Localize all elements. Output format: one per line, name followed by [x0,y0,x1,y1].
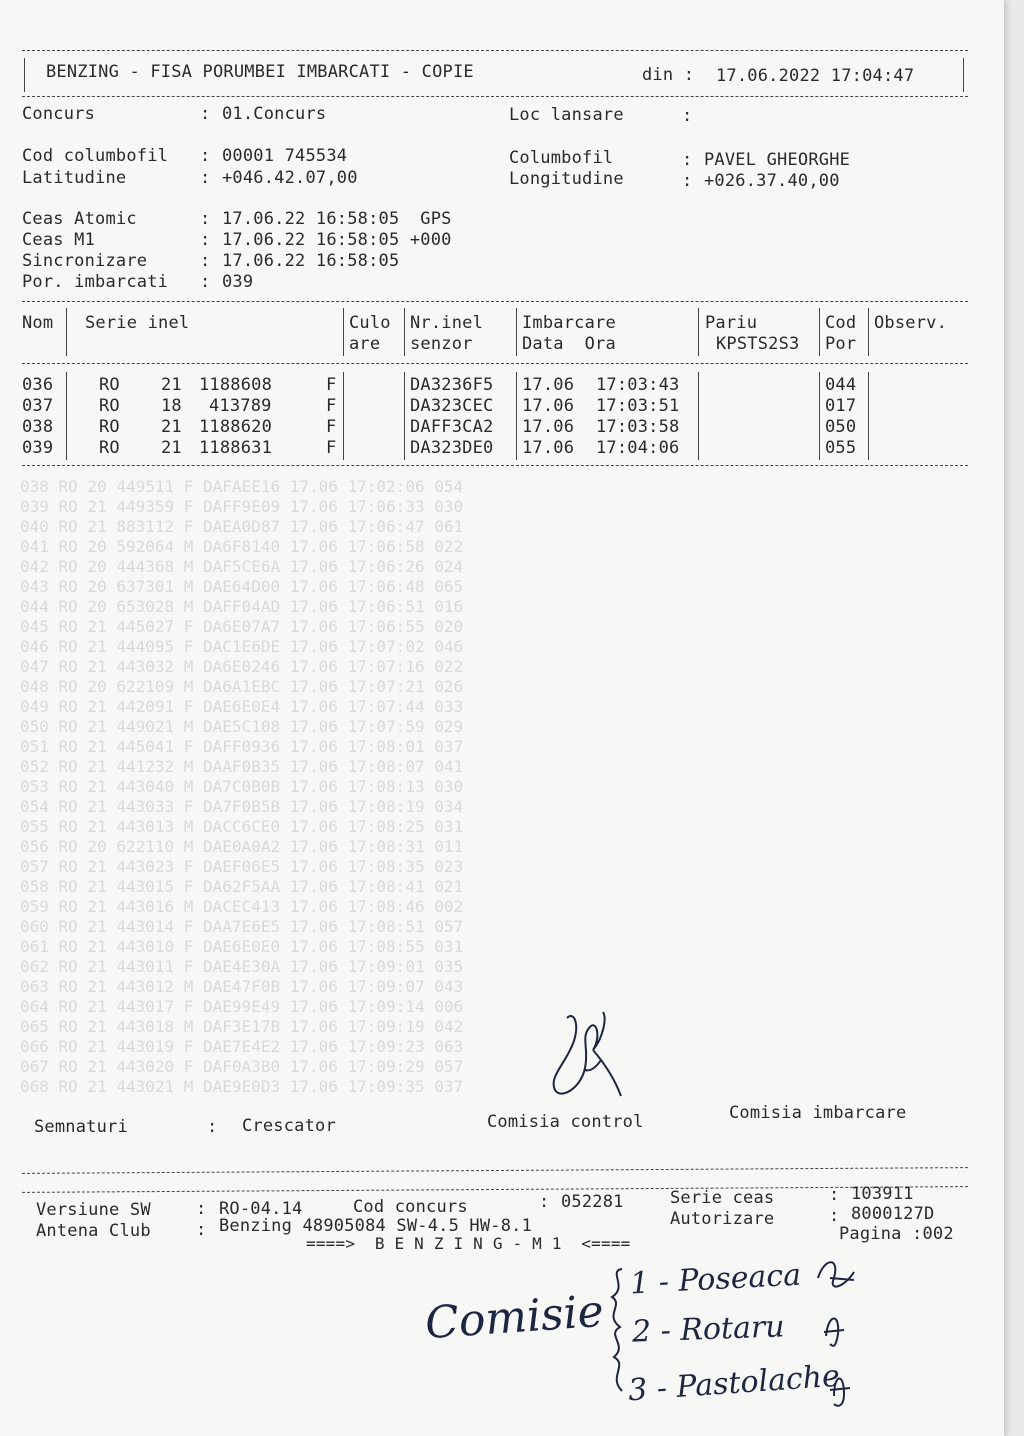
ceas-atomic-colon: : [200,209,211,229]
svg-text:056 RO 20 622110 M DAE0: 056 RO 20 622110 M DAE0A0A2 17.06 17:08:31 011 [20,837,464,856]
cell-tara: RO [99,375,120,395]
col-header-cod: Cod [825,313,857,333]
row-sep-5 [698,372,699,460]
cell-tara: RO [99,396,120,416]
table-top-rule [22,301,968,302]
concurs-label: Concurs [22,104,96,124]
col-subheader-pariu: KPSTS2S3 [716,334,800,354]
initials-scribbles [810,1248,870,1408]
col-sep-5 [698,308,699,356]
svg-text:058 RO 21 443015 F DA62: 058 RO 21 443015 F DA62F5AA 17.06 17:08:41 021 [20,877,464,896]
svg-text:051 RO 21 445041 F DAFF: 051 RO 21 445041 F DAFF0936 17.06 17:08:01 037 [20,737,464,756]
row-sep-1 [66,372,67,460]
handwritten-name-3: 3 - Pastolache [627,1358,841,1409]
row-sep-4 [516,372,517,460]
latitudine-value: +046.42.07,00 [222,168,358,188]
cell-data: 17.06 [522,438,575,458]
serie-ceas-label: Serie ceas [670,1188,775,1208]
por-imbarcati-colon: : [200,272,211,292]
cod-columbofil-value: 00001 745534 [222,146,348,166]
handwritten-name-1: 1 - Poseaca [629,1257,802,1302]
svg-text:049 RO 21 442091 F DAE6: 049 RO 21 442091 F DAE6E0E4 17.06 17:07:44 033 [20,697,464,716]
svg-text:052 RO 21 441232 M DAAF: 052 RO 21 441232 M DAAF0B35 17.06 17:08:07 041 [20,757,464,776]
col-header-nr-inel: Nr.inel [410,313,484,333]
col-header-observ: Observ. [874,313,948,333]
cell-senzor: DA3236F5 [410,375,494,395]
ceas-m1-value: 17.06.22 16:58:05 +000 [222,230,452,250]
svg-text:062 RO 21 443011 F DAE4: 062 RO 21 443011 F DAE4E30A 17.06 17:09:01 035 [20,957,464,976]
sincronizare-label: Sincronizare [22,251,148,271]
cell-sex: F [326,375,337,395]
col-subheader-data-ora: Data Ora [522,334,616,354]
benzing-banner: ====> B E N Z I N G - M 1 <==== [306,1234,631,1253]
svg-text:064 RO 21 443017 F DAE9: 064 RO 21 443017 F DAE99E49 17.06 17:09:14 006 [20,997,464,1016]
comisia-imbarcare-label: Comisia imbarcare [729,1103,907,1123]
table-header-rule [22,363,968,364]
columbofil-colon: : [682,150,693,170]
cell-senzor: DAFF3CA2 [410,417,494,437]
columbofil-label: Columbofil [509,148,614,168]
handwritten-name-2: 2 - Rotaru [631,1309,786,1350]
row-sep-6 [819,372,820,460]
header-left-edge [24,58,25,92]
serie-ceas-colon: : [829,1185,840,1205]
cell-ora: 17:04:06 [596,438,680,458]
cell-an: 21 [161,417,182,437]
col-header-pariu: Pariu [705,313,758,333]
antena-colon: : [196,1220,207,1240]
footer-rule-top [22,1167,968,1174]
versiune-colon: : [196,1199,207,1219]
concurs-value: 01.Concurs [222,104,327,124]
date-value: 17.06.2022 17:04:47 [716,66,915,86]
svg-text:045 RO 21 445027 F DA6E: 045 RO 21 445027 F DA6E07A7 17.06 17:06:55 020 [20,617,464,636]
semnaturi-label: Semnaturi [34,1117,128,1137]
table-bottom-rule [22,465,968,466]
serie-ceas-value: 103911 [851,1184,914,1204]
svg-text:040 RO 21 883112 F DAEA: 040 RO 21 883112 F DAEA0D87 17.06 17:06:47 061 [20,517,464,536]
date-label: din : [642,65,695,85]
cell-cod: 044 [825,375,857,395]
crescator-label: Crescator [242,1116,336,1136]
loc-lansare-colon: : [682,106,693,126]
longitudine-value: +026.37.40,00 [704,171,840,191]
col-sep-3 [404,308,405,356]
cell-ora: 17:03:43 [596,375,680,395]
versiune-value: RO-04.14 [219,1199,303,1219]
svg-text:067 RO 21 443020 F DAF0: 067 RO 21 443020 F DAF0A3B0 17.06 17:09:29 057 [20,1057,464,1076]
por-imbarcati-value: 039 [222,272,254,292]
col-subheader-culoare: are [349,334,381,354]
autorizare-colon: : [829,1206,840,1226]
cell-data: 17.06 [522,396,575,416]
loc-lansare-label: Loc lansare [509,105,624,125]
svg-text:046 RO 21 444095 F DAC1: 046 RO 21 444095 F DAC1E6DE 17.06 17:07:02 046 [20,637,464,656]
svg-text:063 RO 21 443012 M DAE4: 063 RO 21 443012 M DAE47F0B 17.06 17:09:07 043 [20,977,464,996]
longitudine-colon: : [682,171,693,191]
cell-tara: RO [99,438,120,458]
svg-text:061 RO 21 443010 F DAE6: 061 RO 21 443010 F DAE6E0E0 17.06 17:08:55 031 [20,937,464,956]
svg-text:057 RO 21 443023 F DAEF: 057 RO 21 443023 F DAEF06E5 17.06 17:08:35 023 [20,857,464,876]
svg-text:047 RO 21 443032 M DA6E: 047 RO 21 443032 M DA6E0246 17.06 17:07:16 022 [20,657,464,676]
col-header-serie: Serie inel [85,313,190,333]
footer-rule-bottom [22,1186,968,1193]
cell-ora: 17:03:58 [596,417,680,437]
svg-text:041 RO 20 592064 M DA6F: 041 RO 20 592064 M DA6F8140 17.06 17:06:58 022 [20,537,464,556]
cell-inel: 1188608 [199,375,273,395]
cell-data: 17.06 [522,417,575,437]
handwritten-comisie: Comisie [423,1285,606,1350]
svg-text:039 RO 21 449359 F DAFF: 039 RO 21 449359 F DAFF9E09 17.06 17:06:33 030 [20,497,464,516]
cod-concurs-colon: : [539,1192,550,1212]
concurs-colon: : [200,104,211,124]
sincronizare-colon: : [200,251,211,271]
col-subheader-senzor: senzor [410,334,473,354]
col-sep-2 [343,308,344,356]
col-sep-4 [516,308,517,356]
cell-inel: 1188620 [199,417,273,437]
cell-senzor: DA323CEC [410,396,494,416]
svg-text:042 RO 20 444368 M DAF5: 042 RO 20 444368 M DAF5CE6A 17.06 17:06:26 024 [20,557,464,576]
svg-text:059 RO 21 443016 M DACE: 059 RO 21 443016 M DACEC413 17.06 17:08:46 002 [20,897,464,916]
col-header-culoare: Culo [349,313,391,333]
sincronizare-value: 17.06.22 16:58:05 [222,251,400,271]
col-sep-7 [868,308,869,356]
longitudine-label: Longitudine [509,169,624,189]
cell-cod: 055 [825,438,857,458]
latitudine-colon: : [200,168,211,188]
header-right-edge [963,58,964,92]
svg-text:054 RO 21 443033 F DA7F: 054 RO 21 443033 F DA7F0B5B 17.06 17:08:19 034 [20,797,464,816]
svg-text:068 RO 21 443021 M DAE9: 068 RO 21 443021 M DAE9E0D3 17.06 17:09:35 037 [20,1077,464,1096]
header-top-border [22,50,968,51]
cell-nom: 039 [22,438,54,458]
svg-text:038 RO 20 449511 F DAFA: 038 RO 20 449511 F DAFAEE16 17.06 17:02:06 054 [20,477,464,496]
ceas-m1-label: Ceas M1 [22,230,96,250]
svg-text:060 RO 21 443014 F DAA7: 060 RO 21 443014 F DAA7E6E5 17.06 17:08:51 057 [20,917,464,936]
document-title: BENZING - FISA PORUMBEI IMBARCATI - COPIE [46,62,474,82]
col-sep-6 [819,308,820,356]
comisia-control-label: Comisia control [487,1112,644,1132]
svg-text:065 RO 21 443018 M DAF3: 065 RO 21 443018 M DAF3E17B 17.06 17:09:19 042 [20,1017,464,1036]
signature-control-scribble [545,1008,635,1100]
semnaturi-colon: : [207,1117,218,1137]
autorizare-value: 8000127D [851,1204,935,1224]
svg-text:043 RO 20 637301 M DAE6: 043 RO 20 637301 M DAE64D00 17.06 17:06:48 065 [20,577,464,596]
columbofil-value: PAVEL GHEORGHE [704,150,851,170]
cell-cod: 017 [825,396,857,416]
antena-label: Antena Club [36,1221,151,1241]
antena-value: Benzing 48905084 SW-4.5 HW-8.1 [219,1216,533,1236]
row-sep-2 [343,372,344,460]
header-bottom-border [22,96,968,97]
svg-text:066 RO 21 443019 F DAE7: 066 RO 21 443019 F DAE7E4E2 17.06 17:09:23 063 [20,1037,464,1056]
cell-senzor: DA323DE0 [410,438,494,458]
autorizare-label: Autorizare [670,1209,775,1229]
cell-cod: 050 [825,417,857,437]
cell-nom: 036 [22,375,54,395]
cell-inel: 413789 [209,396,272,416]
cell-nom: 037 [22,396,54,416]
svg-text:048 RO 20 622109 M DA6A: 048 RO 20 622109 M DA6A1EBC 17.06 17:07:21 026 [20,677,464,696]
ceas-atomic-label: Ceas Atomic [22,209,137,229]
row-sep-7 [868,372,869,460]
pagina-label: Pagina :002 [839,1224,954,1244]
cell-sex: F [326,417,337,437]
col-header-nom: Nom [22,313,54,333]
cell-an: 21 [161,375,182,395]
cell-inel: 1188631 [199,438,273,458]
cell-sex: F [326,438,337,458]
cod-concurs-label: Cod concurs [353,1197,468,1217]
cell-sex: F [326,396,337,416]
ceas-atomic-value: 17.06.22 16:58:05 GPS [222,209,452,229]
cod-concurs-value: 052281 [561,1192,624,1212]
cell-ora: 17:03:51 [596,396,680,416]
ceas-m1-colon: : [200,230,211,250]
svg-text:050 RO 21 449021 M DAE5: 050 RO 21 449021 M DAE5C108 17.06 17:07:59 029 [20,717,464,736]
col-subheader-por: Por [825,334,857,354]
por-imbarcati-label: Por. imbarcati [22,272,169,292]
cell-nom: 038 [22,417,54,437]
cod-columbofil-label: Cod columbofil [22,146,169,166]
cell-an: 21 [161,438,182,458]
versiune-label: Versiune SW [36,1200,151,1220]
cod-colon: : [200,146,211,166]
cell-an: 18 [161,396,182,416]
cell-data: 17.06 [522,375,575,395]
svg-text:055 RO 21 443013 M DACC: 055 RO 21 443013 M DACC6CE0 17.06 17:08:25 031 [20,817,464,836]
svg-text:044 RO 20 653028 M DAFF: 044 RO 20 653028 M DAFF04AD 17.06 17:06:51 016 [20,597,464,616]
col-header-imbarcare: Imbarcare [522,313,616,333]
col-sep-1 [66,308,67,356]
latitudine-label: Latitudine [22,168,127,188]
row-sep-3 [404,372,405,460]
cell-tara: RO [99,417,120,437]
svg-text:053 RO 21 443040 M DA7C: 053 RO 21 443040 M DA7C0B0B 17.06 17:08:13 030 [20,777,464,796]
